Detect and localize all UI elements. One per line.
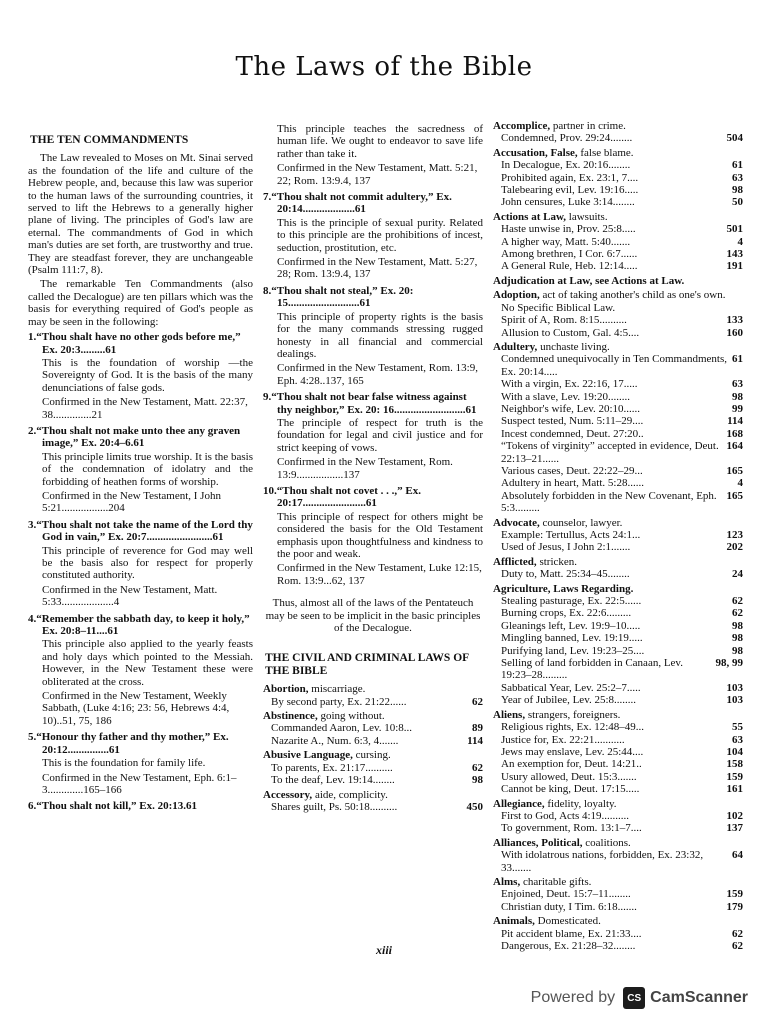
reference-page: 62 (732, 940, 743, 952)
index-term: Abortion, (263, 683, 309, 696)
index-reference (263, 696, 483, 708)
commandment-text: 9.“Thou shalt not bear false witness against thy neighbor,” Ex. 20: 16..........................61 (263, 391, 477, 416)
reference-page: 165 (726, 489, 743, 502)
reference-text: Allusion to Custom, Gal. 4:5.... (501, 326, 640, 339)
commandment-1 (28, 331, 253, 421)
index-reference (493, 415, 743, 427)
reference-text: By second party, Ex. 21:22...... (271, 695, 407, 708)
index-entry (263, 749, 483, 786)
index-entry-heading (493, 289, 743, 301)
index-reference (493, 810, 743, 822)
index-definition: fidelity, loyalty. (544, 797, 617, 810)
commandment-text: 1.“Thou shalt have no other gods before me,” Ex. 20:3.........61 (28, 331, 241, 356)
reference-page: 62 (732, 607, 743, 620)
index-definition: lawsuits. (566, 210, 608, 223)
index-entry (263, 789, 483, 814)
index-entry (493, 275, 743, 287)
commandment-confirmation: Confirmed in the New Testament, Matt. 5:33...................4 (42, 583, 218, 609)
reference-page: 98 (732, 390, 743, 403)
reference-text: Spirit of A, Rom. 8:15.......... (501, 314, 627, 327)
commandment-confirmation: Confirmed in the New Testament, Rom. 13:9.................137 (277, 456, 453, 481)
index-term: Adjudication at Law, see Actions at Law. (493, 274, 685, 287)
reference-text: Shares guilt, Ps. 50:18.......... (271, 800, 398, 813)
index-reference (493, 327, 743, 339)
index-definition: charitable gifts. (520, 875, 592, 888)
index-reference (493, 248, 743, 260)
reference-text: Burning crops, Ex. 22:6......... (501, 607, 632, 620)
index-reference (493, 465, 743, 477)
index-reference (493, 682, 743, 694)
reference-page: 143 (726, 248, 743, 261)
reference-text: Jews may enslave, Lev. 25:44.... (501, 745, 644, 758)
reference-page: 114 (727, 415, 743, 428)
commandment-text: 8.“Thou shalt not steal,” Ex. 20: 15..........................61 (263, 284, 414, 310)
index-entry-heading (263, 683, 483, 695)
index-entry-heading (263, 789, 483, 801)
commandment-8 (263, 285, 483, 387)
commandment-confirmation: Confirmed in the New Testament, Matt. 5:21, 22; Rom. 13:9.4, 137 (277, 162, 478, 187)
index-reference (493, 428, 743, 440)
reference-page: 63 (732, 378, 743, 391)
commandment-3 (28, 519, 253, 609)
commandment-explanation: This is the foundation for family life. (42, 757, 206, 770)
index-definition: going without. (317, 710, 385, 723)
index-reference (493, 595, 743, 607)
commandment-text: 4.“Remember the sabbath day, to keep it holy,” Ex. 20:8–11....61 (28, 612, 250, 638)
reference-page: 159 (726, 888, 743, 901)
reference-page: 98 (732, 184, 743, 197)
reference-text: To parents, Ex. 21:17.......... (271, 761, 393, 774)
index-definition: aide, complicity. (312, 788, 388, 801)
intro-paragraph-2: The remarkable Ten Commandments (also called the Decalogue) are ten pillars which was the basis for everything required of God's people as may be seen in the following: (28, 278, 253, 328)
reference-text: Adultery in heart, Matt. 5:28...... (501, 477, 644, 490)
watermark-brand: CamScanner (650, 989, 748, 1006)
reference-page: 98 (472, 774, 483, 787)
reference-page: 24 (732, 568, 743, 581)
reference-page: 55 (732, 721, 743, 734)
index-entry (493, 556, 743, 581)
index-entry (493, 120, 743, 145)
index-reference (493, 490, 743, 515)
index-definition: coalitions. (582, 836, 631, 849)
reference-page: 4 (737, 235, 743, 248)
index-term: Animals, (493, 915, 535, 928)
reference-page: 168 (726, 427, 743, 440)
index-definition: counselor, lawyer. (539, 516, 623, 529)
commandment-text: 2.“Thou shalt not make unto thee any graven image,” Ex. 20:4–6.61 (28, 424, 241, 450)
reference-page: 114 (467, 734, 483, 747)
index-entry (493, 709, 743, 796)
reference-text: Prohibited again, Ex. 23:1, 7.... (501, 171, 639, 184)
reference-text: Dangerous, Ex. 21:28–32........ (501, 940, 636, 952)
commandment-explanation: This principle limits true worship. It is the basis of the condemnation of idolatry and the forbidding of heathen forms of worship. (42, 450, 253, 488)
reference-text: Talebearing evil, Lev. 19:16..... (501, 184, 639, 197)
index-reference (493, 184, 743, 196)
index-entry (263, 683, 483, 708)
reference-text: With a slave, Lev. 19:20........ (501, 390, 630, 403)
index-reference (493, 541, 743, 553)
index-reference (493, 734, 743, 746)
reference-text: To the deaf, Lev. 19:14........ (271, 774, 395, 787)
index-entry-heading (493, 120, 743, 132)
index-term: Adultery, (493, 340, 538, 353)
reference-page: 202 (726, 541, 743, 554)
index-entry-heading (493, 583, 743, 595)
index-term: Allegiance, (493, 797, 545, 810)
reference-text: A General Rule, Heb. 12:14..... (501, 260, 638, 273)
index-entry-heading (493, 915, 743, 927)
index-reference (493, 771, 743, 783)
reference-text: Christian duty, I Tim. 6:18....... (501, 900, 637, 913)
reference-text: A higher way, Matt. 5:40....... (501, 235, 631, 248)
index-definition: stricken. (536, 555, 578, 568)
index-entry-heading (493, 275, 743, 287)
index-term: Adoption, (493, 289, 540, 302)
index-entry (493, 341, 743, 515)
index-term: Alms, (493, 875, 521, 888)
reference-page: 501 (726, 223, 743, 236)
index-reference (493, 694, 743, 706)
index-term: Aliens, (493, 708, 526, 721)
reference-text: Example: Tertullus, Acts 24:1... (501, 529, 641, 541)
commandment-explanation: This principle also applied to the yearly feasts and holy days which pointed to the Messiah. However, in the New Testament these were obliterated at the cross. (42, 638, 253, 688)
reference-page: 99 (732, 402, 743, 415)
column-1 (28, 120, 253, 817)
index-reference (493, 620, 743, 632)
index-entry (493, 211, 743, 273)
reference-text: Enjoined, Deut. 15:7–11........ (501, 888, 631, 901)
camscanner-logo-icon: CS (623, 987, 645, 1009)
index-entry (493, 876, 743, 913)
index-reference (493, 645, 743, 657)
ten-commandments-heading: THE TEN COMMANDMENTS (30, 134, 189, 146)
index-reference (493, 314, 743, 326)
reference-page: 61 (732, 353, 743, 366)
reference-page: 61 (732, 159, 743, 172)
index-definition: act of taking another's child as one's own. (539, 289, 726, 302)
index-entry (493, 837, 743, 874)
index-term: Agriculture, Laws Regarding. (493, 582, 634, 595)
reference-page: 104 (726, 745, 743, 758)
index-definition: partner in crime. (550, 120, 626, 132)
commandment-text: 10.“Thou shalt not covet . . .,” Ex. 20:17.......................61 (263, 484, 421, 510)
reference-page: 504 (726, 132, 743, 145)
reference-text: To government, Rom. 13:1–7.... (501, 822, 642, 835)
index-entry-heading (263, 710, 483, 722)
index-entry (263, 710, 483, 747)
index-entry (493, 517, 743, 554)
intro-paragraph-1: The Law revealed to Moses on Mt. Sinai served as the foundation of the life and culture of the Hebrew people, and, because this law was superior to the human laws of the surrounding countries, it served to lift the Hebrews to a generally higher plane of living. The principles of God's law are eternal. The commandments of God in which man's duties are set forth, are trustworthy and true. They are steadfast forever, they are unchangeable (Psalm 111:7, 8). (28, 152, 253, 277)
index-reference (263, 774, 483, 786)
reference-page: 191 (726, 260, 743, 273)
reference-page: 50 (732, 196, 743, 209)
index-reference (493, 132, 743, 144)
reference-text: First to God, Acts 4:19.......... (501, 809, 630, 822)
reference-page: 62 (472, 761, 483, 774)
decalogue-summary: Thus, almost all of the laws of the Pentateuch may be seen to be implicit in the basic principles of the Decalogue. (265, 597, 481, 635)
index-reference (493, 159, 743, 171)
index-term: Alliances, Political, (493, 836, 583, 849)
index-reference (493, 440, 743, 465)
reference-text: Justice for, Ex. 22:21........... (501, 733, 625, 746)
reference-page: 64 (732, 849, 743, 862)
reference-page: 133 (726, 314, 743, 327)
index-reference (493, 746, 743, 758)
index-reference (493, 477, 743, 489)
index-reference (493, 223, 743, 235)
reference-text: Stealing pasturage, Ex. 22:5...... (501, 595, 642, 608)
commandment-explanation: This is the foundation of worship —the Sovereignty of God. It is the basis of the many denunciations of false gods. (42, 356, 253, 394)
index-reference (263, 801, 483, 813)
reference-page: 63 (732, 171, 743, 184)
index-reference (493, 901, 743, 913)
index-term: Accomplice, (493, 120, 551, 132)
index-entry-heading (263, 749, 483, 761)
commandment-7 (263, 191, 483, 281)
reference-text: Haste unwise in, Prov. 25:8..... (501, 223, 636, 236)
commandment-6-continued (263, 123, 483, 187)
index-entry-heading (493, 211, 743, 223)
reference-page: 165 (726, 464, 743, 477)
reference-text: John censures, Luke 3:14........ (501, 196, 635, 209)
reference-text: Usury allowed, Deut. 15:3....... (501, 770, 637, 783)
index-reference (493, 888, 743, 900)
reference-page: 450 (466, 800, 483, 813)
index-entry-heading (493, 876, 743, 888)
index-reference (263, 722, 483, 734)
index-reference (493, 391, 743, 403)
index-reference (493, 529, 743, 541)
index-term: Advocate, (493, 516, 540, 529)
index-definition: strangers, foreigners. (525, 708, 621, 721)
reference-text: No Specific Biblical Law. (501, 301, 616, 314)
index-entry-heading (493, 147, 743, 159)
reference-page: 98, 99 (715, 657, 743, 670)
reference-text: Commanded Aaron, Lev. 10:8... (271, 722, 413, 735)
reference-text: Condemned, Prov. 29:24........ (501, 132, 633, 145)
reference-page: 98 (732, 644, 743, 657)
commandment-confirmation: Confirmed in the New Testament, Luke 12:15, Rom. 13:9...62, 137 (277, 562, 482, 587)
index-reference (493, 378, 743, 390)
index-reference (493, 568, 743, 580)
reference-text: Used of Jesus, I John 2:1....... (501, 541, 631, 554)
commandment-confirmation: Confirmed in the New Testament, I John 5:21.................204 (42, 489, 221, 515)
index-reference (493, 849, 743, 874)
index-entry-heading (493, 517, 743, 529)
reference-page: 89 (472, 722, 483, 735)
index-reference (493, 632, 743, 644)
reference-text: With a virgin, Ex. 22:16, 17..... (501, 378, 638, 391)
index-definition: unchaste living. (537, 340, 610, 353)
commandment-explanation: This is the principle of sexual purity. Related to this principle are the prohibitions of incest, seduction, prostitution, etc. (277, 216, 483, 254)
commandment-explanation: This principle of property rights is the basis for the many commands stressing rugged honesty in all financial and commercial dealings. (277, 310, 483, 360)
index-reference (493, 260, 743, 272)
column-2 (263, 120, 483, 815)
reference-text: With idolatrous nations, forbidden, Ex. 23:32, 33....... (501, 849, 704, 874)
reference-page: 62 (732, 595, 743, 608)
index-reference (493, 822, 743, 834)
commandment-6 (28, 800, 253, 812)
commandment-2 (28, 425, 253, 515)
index-entry-heading (493, 709, 743, 721)
reference-page: 102 (726, 809, 743, 822)
index-reference (493, 657, 743, 682)
reference-text: Nazarite A., Num. 6:3, 4....... (271, 734, 399, 747)
page-title: The Laws of the Bible (235, 52, 533, 82)
index-term: Abstinence, (263, 710, 318, 723)
commandment-explanation: The principle of respect for truth is the foundation for legal and civil justice and for strict keeping of vows. (277, 416, 483, 454)
reference-text: Suspect tested, Num. 5:11–29.... (501, 415, 644, 428)
index-entry-heading (493, 556, 743, 568)
index-term: Accusation, False, (493, 146, 578, 159)
index-definition: miscarriage. (308, 683, 366, 696)
index-entry-heading (493, 837, 743, 849)
reference-text: Neighbor's wife, Lev. 20:10...... (501, 402, 641, 415)
index-entry (493, 289, 743, 339)
civil-laws-heading: THE CIVIL AND CRIMINAL LAWS OF THE BIBLE (265, 652, 469, 677)
index-reference (493, 783, 743, 795)
reference-page: 103 (726, 694, 743, 707)
commandment-confirmation: Confirmed in the New Testament, Rom. 13:9, Eph. 4:28..137, 165 (277, 362, 478, 387)
reference-page: 158 (726, 758, 743, 771)
index-reference (493, 928, 743, 940)
reference-page: 179 (726, 900, 743, 913)
index-term: Afflicted, (493, 555, 537, 568)
reference-page: 137 (726, 822, 743, 835)
index-reference (493, 758, 743, 770)
index-reference (493, 721, 743, 733)
reference-text: Selling of land forbidden in Canaan, Lev. 19:23–28......... (501, 657, 683, 682)
index-reference (493, 302, 743, 314)
reference-page: 160 (726, 326, 743, 339)
index-reference (493, 607, 743, 619)
index-entry (493, 798, 743, 835)
commandment-text: 3.“Thou shalt not take the name of the Lord thy God in vain,” Ex. 20:7........................61 (28, 518, 253, 544)
reference-text: “Tokens of virginity” accepted in evidence, Deut. 22:13–21...... (501, 440, 719, 465)
reference-page: 103 (726, 681, 743, 694)
reference-page: 98 (732, 619, 743, 632)
commandment-text: 6.“Thou shalt not kill,” Ex. 20:13.61 (28, 800, 198, 813)
index-definition: cursing. (352, 749, 391, 762)
commandment-text: 5.“Honour thy father and thy mother,” Ex. 20:12...............61 (28, 731, 229, 756)
index-reference (493, 353, 743, 378)
index-entry-heading (493, 798, 743, 810)
commandment-explanation: This principle teaches the sacredness of human life. We ought to endeavor to save life rather than take it. (277, 123, 483, 160)
commandment-confirmation: Confirmed in the New Testament, Matt. 5:27, 28; Rom. 13:9.4, 137 (277, 256, 478, 281)
reference-text: An exemption for, Deut. 14:21.. (501, 758, 642, 771)
index-reference (493, 236, 743, 248)
reference-text: In Decalogue, Ex. 20:16........ (501, 159, 631, 172)
commandment-10 (263, 485, 483, 587)
index-term: Actions at Law, (493, 210, 567, 223)
camscanner-watermark (531, 987, 748, 1009)
commandment-9 (263, 391, 483, 481)
reference-page: 159 (726, 770, 743, 783)
commandment-explanation: This principle of respect for others might be considered the basis for the Old Testament emphasis upon thoughtfulness and kindness to the poor and weak. (277, 510, 483, 560)
index-reference (493, 172, 743, 184)
reference-text: Various cases, Deut. 22:22–29... (501, 464, 643, 477)
commandment-5 (28, 731, 253, 796)
index-term: Accessory, (263, 788, 313, 801)
index-reference (263, 735, 483, 747)
watermark-prefix: Powered by (530, 989, 616, 1006)
commandment-confirmation: Confirmed in the New Testament, Eph. 6:1–3.............165–166 (42, 771, 237, 796)
index-definition: Domesticated. (534, 915, 601, 928)
commandment-text: 7.“Thou shalt not commit adultery,” Ex. 20:14...................61 (263, 191, 452, 216)
index-definition: false blame. (577, 146, 634, 159)
reference-text: Condemned unequivocally in Ten Commandments, Ex. 20:14..... (501, 353, 728, 378)
reference-text: Duty to, Matt. 25:34–45........ (501, 568, 630, 581)
reference-text: Year of Jubilee, Lev. 25:8........ (501, 694, 637, 707)
column-3 (493, 120, 743, 954)
index-term: Abusive Language, (263, 749, 353, 762)
index-reference (493, 403, 743, 415)
reference-text: Pit accident blame, Ex. 21:33.... (501, 927, 642, 940)
index-entry-heading (493, 341, 743, 353)
index-entry (493, 147, 743, 209)
reference-page: 62 (472, 695, 483, 708)
index-reference (263, 762, 483, 774)
reference-page: 161 (726, 783, 743, 796)
reference-text: Religious rights, Ex. 12:48–49... (501, 721, 644, 734)
reference-page: 98 (732, 632, 743, 645)
reference-text: Purifying land, Lev. 19:23–25.... (501, 644, 645, 657)
reference-text: Sabbatical Year, Lev. 25:2–7..... (501, 681, 641, 694)
reference-text: Mingling banned, Lev. 19:19..... (501, 632, 643, 645)
reference-text: Incest condemned, Deut. 27:20.. (501, 427, 644, 440)
reference-text: Gleanings left, Lev. 19:9–10..... (501, 619, 641, 632)
reference-text: Absolutely forbidden in the New Covenant, Eph. 5:3......... (501, 489, 717, 515)
reference-page: 62 (732, 927, 743, 940)
commandment-4 (28, 613, 253, 728)
commandment-confirmation: Confirmed in the New Testament, Matt. 22:37, 38..............21 (42, 396, 248, 421)
reference-text: Cannot be king, Deut. 17:15..... (501, 783, 640, 796)
reference-page (741, 302, 743, 314)
commandment-confirmation: Confirmed in the New Testament, Weekly Sabbath, (Luke 4:16; 23: 56, Hebrews 4:4, 10)..51, 75, 186 (42, 690, 230, 727)
page-number: xiii (375, 943, 392, 957)
reference-page: 4 (737, 477, 743, 490)
commandment-explanation: This principle of reverence for God may well be the basis also for respect for properly constituted authority. (42, 544, 253, 582)
reference-page: 123 (726, 529, 743, 541)
reference-text: Among brethren, I Cor. 6:7...... (501, 248, 638, 261)
reference-page: 63 (732, 733, 743, 746)
index-entry (493, 583, 743, 707)
reference-page: 164 (726, 440, 743, 453)
index-reference (493, 196, 743, 208)
